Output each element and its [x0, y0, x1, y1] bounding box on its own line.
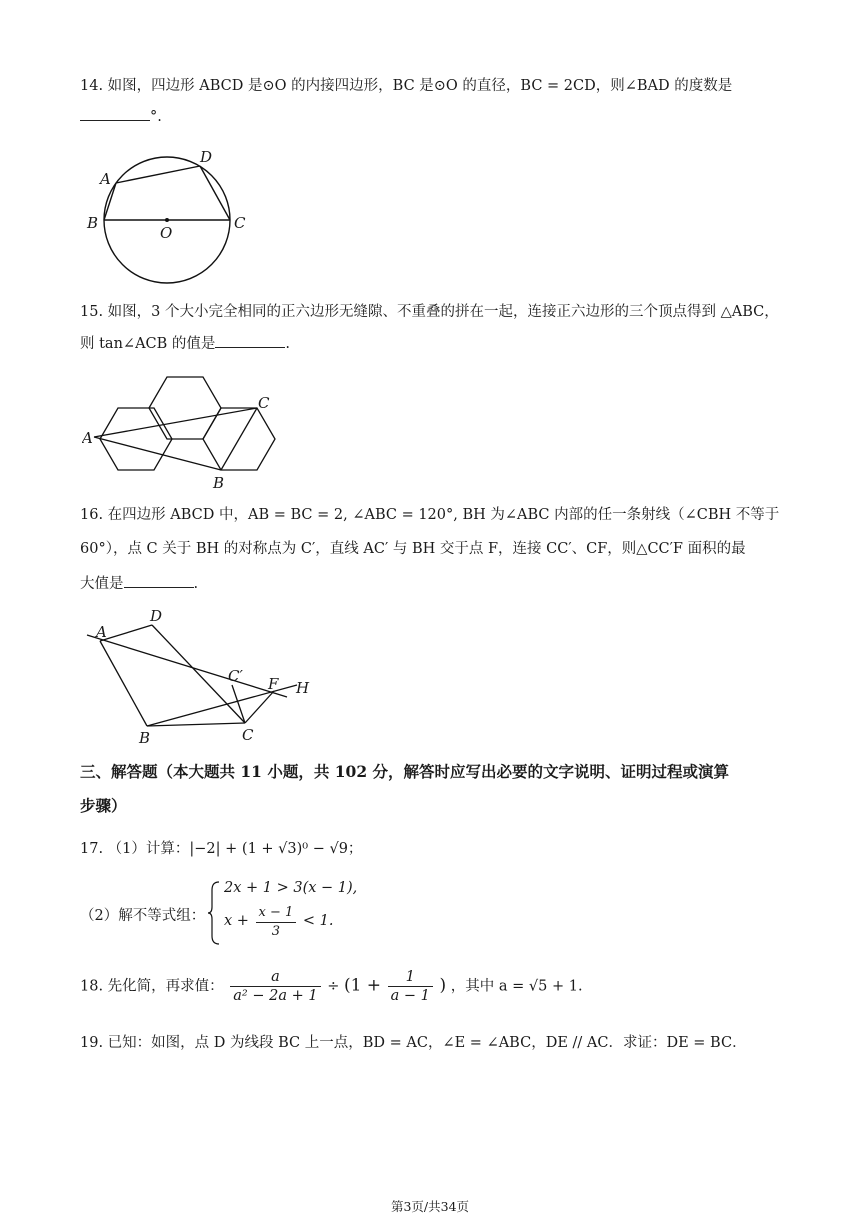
q15-label-B: B [213, 474, 225, 492]
q15-figure [82, 372, 292, 492]
q17-part1: 17. （1）计算：|−2| + (1 + √3)⁰ − √9； [80, 841, 363, 857]
q17-fraction-num: x − 1 [256, 904, 297, 923]
q16-line3 [80, 572, 198, 593]
q17-fraction [256, 904, 297, 941]
q16-line-AB [100, 641, 147, 726]
section3-title-line1: 三、解答题（本大题共 11 小题，共 102 分，解答时应写出必要的文字说明、证明过程或演算 [80, 762, 730, 781]
q18-line [80, 968, 583, 1012]
q15-label-A: A [82, 429, 93, 447]
q18-suffix: ，其中 a = √5 + 1. [450, 978, 583, 995]
q16-label-D: D [150, 607, 163, 625]
q14-figure [82, 148, 262, 288]
section3-title-line2: 步骤） [80, 796, 127, 815]
q16-line1: 16. 在四边形 ABCD 中，AB = BC = 2, ∠ABC = 120°, BH 为∠ABC 内部的任一条射线（∠CBH 不等于 [80, 507, 780, 523]
q17-ineq2-prefix: x + [224, 913, 249, 929]
q18-paren-right: ) [439, 975, 447, 996]
q17-fraction-den: 3 [271, 924, 281, 939]
q14-line2 [80, 106, 162, 125]
q16-answer-blank [124, 573, 194, 588]
q17-ineq1: 2x + 1 > 3(x − 1), [224, 880, 358, 896]
q19-line: 19. 已知：如图，点 D 为线段 BC 上一点，BD = AC，∠E = ∠ABC，DE // AC．求证：DE = BC． [80, 1035, 747, 1051]
q15-line2 [80, 332, 290, 353]
q16-line-AC-prime-ext [87, 635, 287, 697]
q16-line2: 60°），点 C 关于 BH 的对称点为 C′，直线 AC′ 与 BH 交于点 F，连接 CC′、CF，则△CC′F 面积的最 [80, 541, 746, 557]
q16-figure [82, 605, 332, 745]
q14-suffix: °. [150, 109, 162, 125]
q15-line-AC [94, 408, 257, 437]
q16-label-B: B [139, 729, 151, 745]
q16-prefix: 大值是 [80, 576, 124, 592]
q15-answer-blank [215, 333, 285, 348]
q15-label-C: C [258, 394, 270, 412]
q16-suffix: . [193, 576, 199, 592]
q18-fraction1-den: a² − 2a + 1 [233, 988, 318, 1004]
q17-ineq2 [224, 904, 334, 941]
q14-line-AD [116, 166, 200, 183]
q15-line1: 15. 如图，3 个大小完全相同的正六边形无缝隙、不重叠的拼在一起，连接正六边形的三个顶点得到 △ABC， [80, 304, 779, 320]
q16-line-BC [147, 723, 245, 726]
q14-line1: 14. 如图，四边形 ABCD 是⊙O 的内接四边形，BC 是⊙O 的直径，BC = 2CD，则∠BAD 的度数是 [80, 78, 733, 94]
q14-label-D: D [200, 148, 213, 166]
q18-fraction2-num: 1 [388, 968, 433, 987]
q16-line-AD [100, 625, 152, 641]
q14-line-DC [200, 166, 230, 220]
q18-paren-left: (1 + [343, 975, 382, 996]
q15-prefix: 则 tan∠ACB 的值是 [80, 336, 216, 352]
q16-line-CC-prime [232, 685, 245, 723]
q17-ineq2-suffix: < 1. [302, 913, 334, 929]
q14-answer-blank [80, 106, 150, 121]
q15-line-BC [221, 408, 257, 470]
q17-brace [207, 880, 221, 946]
q18-prefix: 18. 先化简，再求值： [80, 978, 224, 995]
q14-label-O: O [160, 224, 173, 242]
q16-label-F: F [268, 675, 279, 693]
q16-label-C: C [242, 726, 254, 744]
q16-label-H: H [296, 679, 310, 697]
q15-suffix: . [285, 336, 291, 352]
q16-label-A: A [96, 623, 107, 641]
q18-fraction2-den: a − 1 [390, 988, 430, 1004]
q18-fraction1-num: a [230, 968, 320, 987]
page-footer: 第3页/共34页 [390, 1199, 470, 1214]
q18-fraction2 [388, 968, 433, 1005]
q15-hexagon-top [149, 377, 221, 439]
q17-part2-label: （2）解不等式组： [80, 908, 206, 924]
q14-label-C: C [234, 214, 246, 232]
q18-fraction1 [230, 968, 320, 1005]
q15-hexagon-left [100, 408, 172, 470]
q14-line-BA [104, 183, 116, 220]
q14-label-A: A [100, 170, 111, 188]
q18-divide: ÷ [327, 978, 340, 995]
q14-label-B: B [87, 214, 99, 232]
q16-label-Cp: C′ [228, 667, 243, 685]
q14-center-dot [165, 218, 169, 222]
